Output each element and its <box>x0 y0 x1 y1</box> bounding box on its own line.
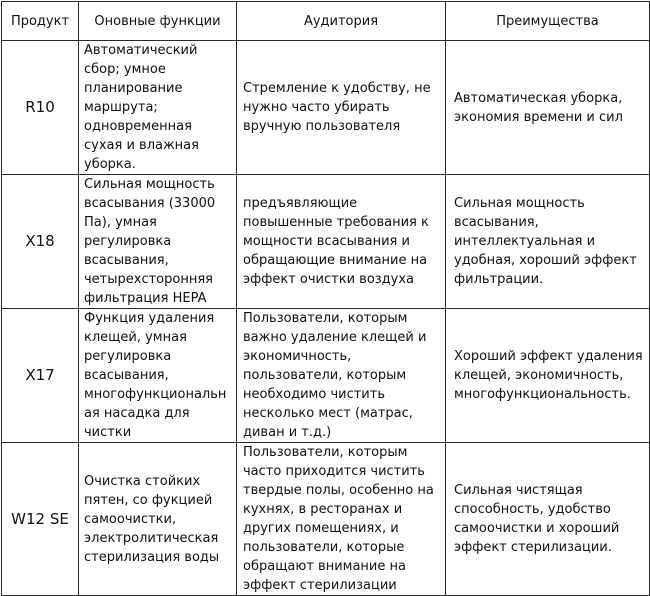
cell-advantages: Автоматическая уборка, экономия времени и сил <box>446 41 650 175</box>
cell-features: Сильная мощность всасывания (33000 Па), умная регулировка всасывания, четырехсторонняя фильтрация HEPA <box>79 175 237 309</box>
cell-audience: предъявляющие повышенные требования к мощности всасывания и обращающие внимание на эффект очистки воздуха <box>237 175 446 309</box>
cell-advantages: Сильная мощность всасывания, интеллектуальная и удобная, хороший эффект фильтрации. <box>446 175 650 309</box>
cell-audience: Пользователи, которым важно удаление клещей и экономичность, пользователи, которым необходимо чистить несколько мест (матрас, диван и т.д.) <box>237 309 446 443</box>
cell-features: Очистка стойких пятен, со фукцией самоочистки, электролитическая стерилизация воды <box>79 443 237 596</box>
cell-product: X17 <box>2 309 79 443</box>
table-header-row <box>2 2 650 41</box>
table-row <box>2 443 650 596</box>
cell-product: X18 <box>2 175 79 309</box>
table-row <box>2 41 650 175</box>
cell-audience: Стремление к удобству, не нужно часто убирать вручную пользователя <box>237 41 446 175</box>
header-advantages: Преимущества <box>446 2 650 41</box>
cell-advantages: Сильная чистящая способность, удобство самоочистки и хороший эффект стерилизации. <box>446 443 650 596</box>
table-row <box>2 175 650 309</box>
table-row <box>2 309 650 443</box>
cell-audience: Пользователи, которым часто приходится чистить твердые полы, особенно на кухнях, в ресторанах и других помещениях, и пользователи, которые обращают внимание на эффект стерилизации <box>237 443 446 596</box>
cell-features: Функция удаления клещей, умная регулировка всасывания, многофункциональная насадка для чистки <box>79 309 237 443</box>
cell-product: W12 SE <box>2 443 79 596</box>
header-audience: Аудитория <box>237 2 446 41</box>
product-comparison-table <box>1 1 650 596</box>
cell-advantages: Хороший эффект удаления клещей, экономичность, многофункциональность. <box>446 309 650 443</box>
cell-features: Автоматический сбор; умное планирование маршрута; одновременная сухая и влажная уборка. <box>79 41 237 175</box>
header-product: Продукт <box>2 2 79 41</box>
header-features: Оновные функции <box>79 2 237 41</box>
cell-product: R10 <box>2 41 79 175</box>
